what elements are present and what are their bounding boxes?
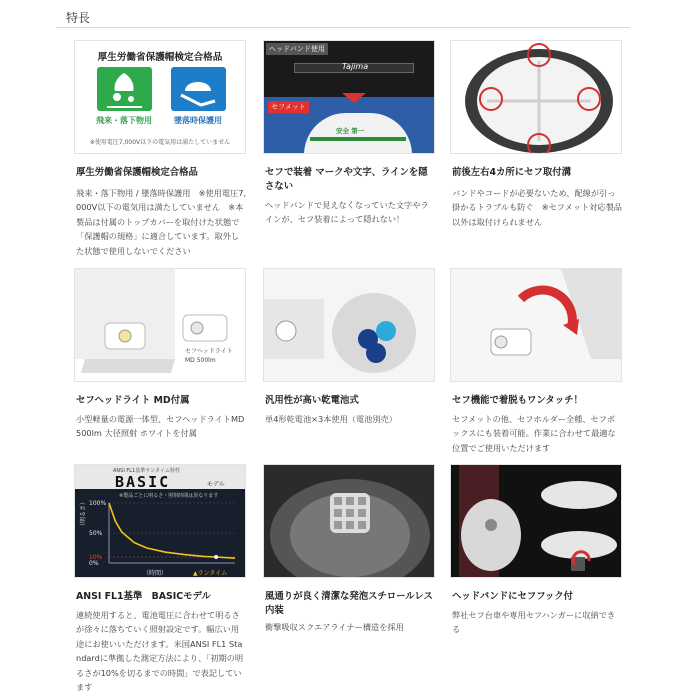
runtime-chart-image: [74, 464, 246, 578]
cert-heading: 厚生労働省保護帽検定合格品: [97, 52, 223, 63]
sef-hook-image: [450, 464, 622, 578]
section-title: 特長: [66, 11, 91, 25]
feature-title: セフヘッドライト MD付属: [76, 395, 190, 406]
liner-icon: [264, 465, 435, 578]
feature-description: 飛来・落下物用 / 墜落時保護用 ※使用電圧7,000V以下の電気用は満たしていません ※本製品は付属のトップカバーを取付けた状態で「保護帽の規格」に適合しています。取外した状態で使用しないでください: [76, 188, 247, 256]
falling-object-label: 飛来・落下物用: [96, 116, 152, 125]
falling-object-icon: [97, 67, 152, 111]
headlight-icon: [75, 269, 246, 382]
one-touch-image: [450, 268, 622, 382]
feature-description: 衝撃吸収スクエアライナー構造を採用: [265, 622, 404, 632]
feature-title: 風通りが良く清潔な発泡スチロールレス内装: [265, 591, 433, 616]
feature-description: ヘッドバンドで見えなくなっていた文字やラインが、セフ装着によって隠れない！: [265, 200, 429, 225]
feature-description: 小型軽量の電源一体型、セフヘッドライトMD 500lm 大径照射 ホワイトを付属: [76, 414, 245, 439]
chart-ylabel: （明るさ）: [80, 498, 87, 529]
y-tick-label: 50%: [89, 530, 103, 537]
feature-description: 連続使用すると、電池電圧に合わせて明るさが徐々に落ちていく照射設定です。幅広い用途にお使いいただけます。米国ANSI FL1 Standardに準拠した測定方法により、「初期の明るさが10%を切るまでの時間」で表記しています: [76, 610, 244, 693]
sef-hook-icon: [451, 465, 622, 578]
battery-image: [263, 268, 435, 382]
feature-description: 単4形乾電池×3本使用（電池別売）: [265, 414, 397, 424]
helmet-top-view-icon: [451, 41, 622, 154]
feature-description: 弊社セフ台車や専用セフハンガーに収納できる: [452, 610, 616, 635]
battery-icon: [264, 269, 435, 382]
fall-protection-icon: [171, 67, 226, 111]
chart-note: ※製品ごとに明るさ・照射時間は異なります: [119, 493, 219, 499]
sef-mount-image: [263, 40, 435, 154]
headband-tag: ヘッドバンド使用: [266, 43, 328, 55]
headlight-image: [74, 268, 246, 382]
headlight-caption: セフヘッドライト MD 500lm: [185, 348, 233, 364]
runtime-chart: [75, 489, 245, 578]
section-header: [56, 6, 630, 28]
mount-grooves-image: [450, 40, 622, 154]
feature-title: 前後左右4カ所にセフ取付溝: [452, 167, 572, 178]
voltage-note: ※使用電圧7,000V以下の電気用は満たしていません: [89, 139, 231, 146]
feature-description: セフメットの他、セフホルダー全種、セフボックスにも装着可能。作業に合わせて最適な位置でご使用いただけます: [452, 414, 616, 453]
certification-image: [74, 40, 246, 154]
runtime-line: [109, 503, 235, 558]
y-tick-label: 100%: [89, 500, 107, 507]
runtime-label: ▲ランタイム: [193, 570, 228, 577]
basic-model-label: モデル: [207, 481, 225, 488]
basic-word: BASIC: [115, 473, 171, 491]
chart-top-label: ANSI FL1基準ランタイム特性: [113, 468, 180, 474]
feature-title: セフ機能で着脱もワンタッチ！: [452, 395, 583, 406]
y-tick-label: 10%: [89, 554, 103, 561]
liner-image: [263, 464, 435, 578]
headband-logo: Tajima: [342, 62, 369, 71]
chart-xlabel: （時間）: [143, 570, 168, 577]
helmet-text: 安全 第一: [336, 127, 365, 135]
feature-title: セフで装着 マークや文字、ラインを隠さない: [265, 167, 428, 192]
feature-title: 厚生労働省保護帽検定合格品: [76, 167, 198, 178]
feature-title: ANSI FL1基準 BASICモデル: [76, 591, 211, 602]
sefmet-tag: セフメット: [268, 101, 309, 113]
feature-title: 汎用性が高い乾電池式: [265, 395, 359, 406]
fall-protection-label: 墜落時保護用: [174, 116, 222, 125]
arrow-down-icon: [342, 93, 366, 103]
y-tick-label: 0%: [89, 560, 99, 567]
feature-title: ヘッドバンドにセフフック付: [452, 591, 574, 602]
runtime-point: [214, 555, 218, 559]
one-touch-icon: [451, 269, 622, 382]
feature-description: バンドやコードが必要ないため、配線が引っ掛かるトラブルも防ぐ ※セフメット対応製品以外は取付けられません: [452, 188, 622, 227]
